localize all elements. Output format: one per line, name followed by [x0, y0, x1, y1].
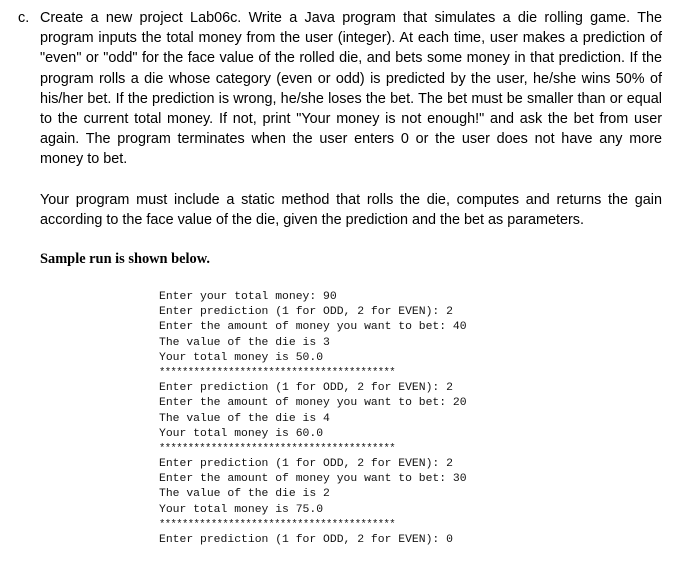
question-item-c: [18, 8, 670, 230]
sample-run-heading: Sample run is shown below.: [40, 251, 210, 267]
question-paragraph-1: Create a new project Lab06c. Write a Java program that simulates a die rolling game. The program inputs the total money from the user (integer). At each time, user makes a prediction of "even" or "odd" for the face value of the rolled die, and bets some money in that prediction. If the program rolls a die whose category (even or odd) is predicted by the user, he/she wins 50% of his/her bet. If the prediction is wrong, he/she loses the bet. The bet must be smaller than or equal to the current total money. If not, print "Your money is not enough!" and ask the bet from user again. The program terminates when the user enters 0 or the user does not have any more money to bet.: [40, 10, 662, 168]
console-line: Your total money is 50.0: [159, 351, 324, 364]
sample-run-console: [159, 290, 467, 548]
console-line: The value of the die is 2: [159, 488, 330, 501]
console-line: Enter the amount of money you want to bet: 30: [159, 473, 467, 486]
list-marker: c.: [18, 10, 30, 26]
console-line: Enter prediction (1 for ODD, 2 for EVEN): 0: [159, 534, 453, 546]
console-line: Enter the amount of money you want to bet: 40: [159, 321, 467, 334]
console-line: Enter prediction (1 for ODD, 2 for EVEN): 2: [159, 458, 453, 471]
console-separator: *****************************************: [159, 518, 396, 531]
console-separator: *****************************************: [159, 366, 396, 379]
console-line: Enter prediction (1 for ODD, 2 for EVEN): 2: [159, 382, 453, 395]
console-line: Your total money is 60.0: [159, 427, 324, 440]
console-line: Your total money is 75.0: [159, 503, 324, 516]
console-separator: *****************************************: [159, 442, 396, 455]
console-line: Enter your total money: 90: [159, 291, 337, 303]
console-line: The value of the die is 3: [159, 336, 330, 349]
console-line: Enter the amount of money you want to bet: 20: [159, 397, 467, 410]
console-line: The value of the die is 4: [159, 412, 330, 425]
question-paragraph-2: Your program must include a static method that rolls the die, computes and returns the gain according to the face value of the die, given the prediction and the bet as parameters.: [40, 191, 662, 228]
console-line: Enter prediction (1 for ODD, 2 for EVEN): 2: [159, 306, 453, 319]
